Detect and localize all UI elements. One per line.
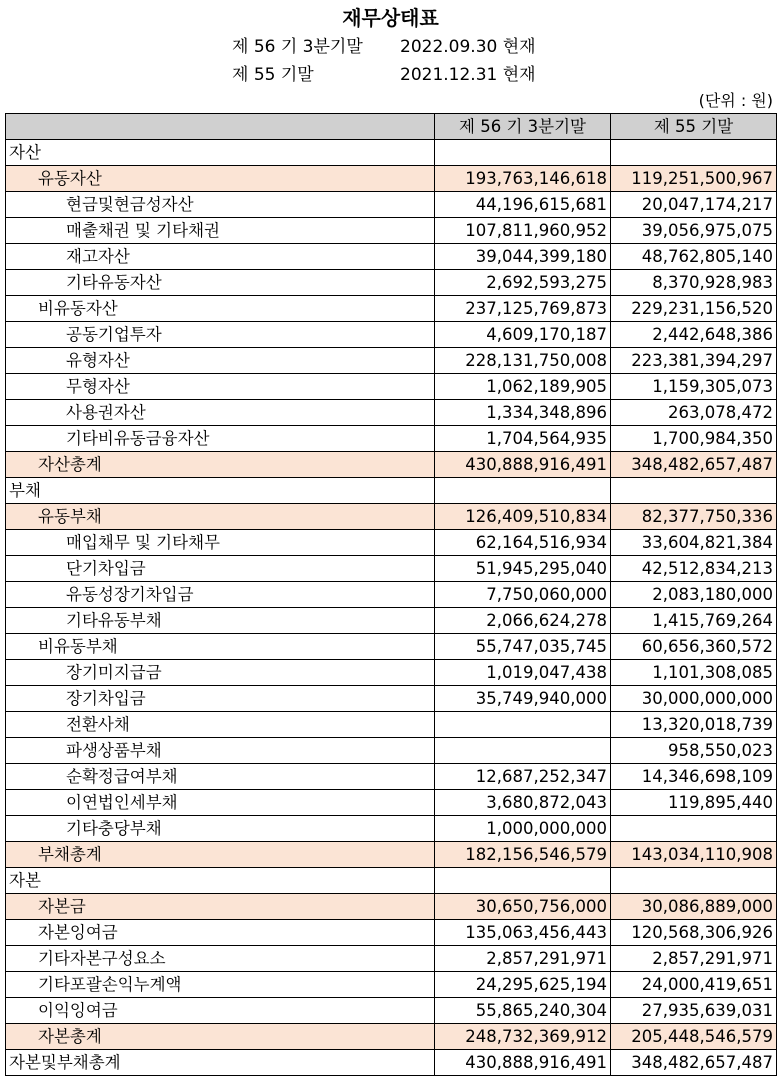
previous-period-value: 30,000,000,000 xyxy=(611,686,777,712)
account-name: 부채 xyxy=(6,478,435,504)
current-period-value: 430,888,916,491 xyxy=(435,1050,611,1076)
table-row xyxy=(6,452,777,478)
table-row xyxy=(6,634,777,660)
current-period-value: 7,750,060,000 xyxy=(435,582,611,608)
account-name: 장기차입금 xyxy=(6,686,435,712)
table-row xyxy=(6,556,777,582)
previous-period-value xyxy=(611,140,777,166)
period-current xyxy=(232,32,536,57)
table-row xyxy=(6,1050,777,1076)
current-period-value xyxy=(435,140,611,166)
account-name: 단기차입금 xyxy=(6,556,435,582)
table-row xyxy=(6,712,777,738)
account-name: 기타충당부채 xyxy=(6,816,435,842)
statement-title: 재무상태표 xyxy=(342,6,439,30)
table-row xyxy=(6,244,777,270)
header-account xyxy=(6,114,435,140)
previous-period-value: 39,056,975,075 xyxy=(611,218,777,244)
current-period-value: 35,749,940,000 xyxy=(435,686,611,712)
table-row xyxy=(6,530,777,556)
current-period-value: 1,019,047,438 xyxy=(435,660,611,686)
previous-period-value: 30,086,889,000 xyxy=(611,894,777,920)
account-name: 전환사채 xyxy=(6,712,435,738)
previous-period-value: 13,320,018,739 xyxy=(611,712,777,738)
account-name: 비유동자산 xyxy=(6,296,435,322)
current-period-value: 430,888,916,491 xyxy=(435,452,611,478)
account-name: 공동기업투자 xyxy=(6,322,435,348)
account-name: 기타유동부채 xyxy=(6,608,435,634)
table-row xyxy=(6,400,777,426)
account-name: 유형자산 xyxy=(6,348,435,374)
table-body xyxy=(6,140,777,1076)
previous-period-value: 27,935,639,031 xyxy=(611,998,777,1024)
previous-period-value: 958,550,023 xyxy=(611,738,777,764)
table-row xyxy=(6,738,777,764)
previous-period-value: 1,415,769,264 xyxy=(611,608,777,634)
previous-period-value: 48,762,805,140 xyxy=(611,244,777,270)
current-period-value: 237,125,769,873 xyxy=(435,296,611,322)
account-name: 기타유동자산 xyxy=(6,270,435,296)
table-header-row xyxy=(6,114,777,140)
previous-period-value: 60,656,360,572 xyxy=(611,634,777,660)
table-row xyxy=(6,686,777,712)
period-previous-date: 2021.12.31 현재 xyxy=(400,65,536,85)
current-period-value: 2,066,624,278 xyxy=(435,608,611,634)
table-row xyxy=(6,478,777,504)
previous-period-value: 33,604,821,384 xyxy=(611,530,777,556)
previous-period-value: 2,083,180,000 xyxy=(611,582,777,608)
table-row xyxy=(6,348,777,374)
table-row xyxy=(6,426,777,452)
current-period-value: 2,692,593,275 xyxy=(435,270,611,296)
current-period-value xyxy=(435,478,611,504)
current-period-value: 55,747,035,745 xyxy=(435,634,611,660)
account-name: 기타비유동금융자산 xyxy=(6,426,435,452)
current-period-value: 24,295,625,194 xyxy=(435,972,611,998)
table-row xyxy=(6,374,777,400)
previous-period-value: 1,101,308,085 xyxy=(611,660,777,686)
previous-period-value: 42,512,834,213 xyxy=(611,556,777,582)
previous-period-value: 119,251,500,967 xyxy=(611,166,777,192)
account-name: 순확정급여부채 xyxy=(6,764,435,790)
account-name: 사용권자산 xyxy=(6,400,435,426)
table-row xyxy=(6,764,777,790)
account-name: 이익잉여금 xyxy=(6,998,435,1024)
table-row xyxy=(6,816,777,842)
current-period-value: 55,865,240,304 xyxy=(435,998,611,1024)
previous-period-value: 348,482,657,487 xyxy=(611,452,777,478)
previous-period-value: 8,370,928,983 xyxy=(611,270,777,296)
table-row xyxy=(6,1024,777,1050)
previous-period-value: 205,448,546,579 xyxy=(611,1024,777,1050)
table-row xyxy=(6,140,777,166)
header-current-period: 제 56 기 3분기말 xyxy=(435,114,611,140)
period-previous xyxy=(232,60,536,85)
account-name: 유동자산 xyxy=(6,166,435,192)
table-row xyxy=(6,296,777,322)
current-period-value: 193,763,146,618 xyxy=(435,166,611,192)
previous-period-value xyxy=(611,868,777,894)
unit-note: (단위 : 원) xyxy=(698,91,773,110)
account-name: 매출채권 및 기타채권 xyxy=(6,218,435,244)
account-name: 재고자산 xyxy=(6,244,435,270)
table-row xyxy=(6,660,777,686)
account-name: 장기미지급금 xyxy=(6,660,435,686)
account-name: 자산총계 xyxy=(6,452,435,478)
previous-period-value: 1,700,984,350 xyxy=(611,426,777,452)
previous-period-value: 82,377,750,336 xyxy=(611,504,777,530)
account-name: 유동성장기차입금 xyxy=(6,582,435,608)
current-period-value: 107,811,960,952 xyxy=(435,218,611,244)
table-row xyxy=(6,608,777,634)
current-period-value: 51,945,295,040 xyxy=(435,556,611,582)
balance-sheet-table xyxy=(5,113,777,1076)
table-row xyxy=(6,504,777,530)
previous-period-value: 263,078,472 xyxy=(611,400,777,426)
current-period-value: 39,044,399,180 xyxy=(435,244,611,270)
account-name: 파생상품부채 xyxy=(6,738,435,764)
current-period-value: 1,334,348,896 xyxy=(435,400,611,426)
current-period-value: 248,732,369,912 xyxy=(435,1024,611,1050)
previous-period-value xyxy=(611,816,777,842)
table-row xyxy=(6,218,777,244)
account-name: 매입채무 및 기타채무 xyxy=(6,530,435,556)
period-previous-label: 제 55 기말 xyxy=(232,65,314,85)
account-name: 기타포괄손익누계액 xyxy=(6,972,435,998)
table-row xyxy=(6,920,777,946)
account-name: 기타자본구성요소 xyxy=(6,946,435,972)
table-row xyxy=(6,270,777,296)
previous-period-value: 223,381,394,297 xyxy=(611,348,777,374)
previous-period-value: 2,857,291,971 xyxy=(611,946,777,972)
account-name: 자본금 xyxy=(6,894,435,920)
period-current-label: 제 56 기 3분기말 xyxy=(232,37,363,57)
current-period-value: 1,062,189,905 xyxy=(435,374,611,400)
current-period-value xyxy=(435,712,611,738)
header-previous-period: 제 55 기말 xyxy=(611,114,777,140)
current-period-value: 1,000,000,000 xyxy=(435,816,611,842)
current-period-value: 182,156,546,579 xyxy=(435,842,611,868)
account-name: 무형자산 xyxy=(6,374,435,400)
current-period-value: 30,650,756,000 xyxy=(435,894,611,920)
account-name: 자본총계 xyxy=(6,1024,435,1050)
previous-period-value: 1,159,305,073 xyxy=(611,374,777,400)
current-period-value: 126,409,510,834 xyxy=(435,504,611,530)
current-period-value: 228,131,750,008 xyxy=(435,348,611,374)
previous-period-value: 24,000,419,651 xyxy=(611,972,777,998)
account-name: 자본잉여금 xyxy=(6,920,435,946)
previous-period-value: 120,568,306,926 xyxy=(611,920,777,946)
table-row xyxy=(6,868,777,894)
previous-period-value: 14,346,698,109 xyxy=(611,764,777,790)
current-period-value: 2,857,291,971 xyxy=(435,946,611,972)
table-row xyxy=(6,322,777,348)
previous-period-value xyxy=(611,478,777,504)
previous-period-value: 143,034,110,908 xyxy=(611,842,777,868)
account-name: 현금및현금성자산 xyxy=(6,192,435,218)
current-period-value xyxy=(435,738,611,764)
table-row xyxy=(6,790,777,816)
current-period-value xyxy=(435,868,611,894)
account-name: 이연법인세부채 xyxy=(6,790,435,816)
account-name: 유동부채 xyxy=(6,504,435,530)
account-name: 자본및부채총계 xyxy=(6,1050,435,1076)
previous-period-value: 229,231,156,520 xyxy=(611,296,777,322)
account-name: 자산 xyxy=(6,140,435,166)
table-row xyxy=(6,192,777,218)
current-period-value: 3,680,872,043 xyxy=(435,790,611,816)
table-row xyxy=(6,166,777,192)
current-period-value: 4,609,170,187 xyxy=(435,322,611,348)
previous-period-value: 119,895,440 xyxy=(611,790,777,816)
previous-period-value: 20,047,174,217 xyxy=(611,192,777,218)
account-name: 비유동부채 xyxy=(6,634,435,660)
period-current-date: 2022.09.30 현재 xyxy=(400,37,536,57)
previous-period-value: 2,442,648,386 xyxy=(611,322,777,348)
account-name: 자본 xyxy=(6,868,435,894)
table-row xyxy=(6,998,777,1024)
table-row xyxy=(6,946,777,972)
table-row xyxy=(6,972,777,998)
account-name: 부채총계 xyxy=(6,842,435,868)
current-period-value: 135,063,456,443 xyxy=(435,920,611,946)
current-period-value: 1,704,564,935 xyxy=(435,426,611,452)
table-row xyxy=(6,842,777,868)
previous-period-value: 348,482,657,487 xyxy=(611,1050,777,1076)
current-period-value: 12,687,252,347 xyxy=(435,764,611,790)
current-period-value: 44,196,615,681 xyxy=(435,192,611,218)
current-period-value: 62,164,516,934 xyxy=(435,530,611,556)
table-row xyxy=(6,894,777,920)
table-row xyxy=(6,582,777,608)
